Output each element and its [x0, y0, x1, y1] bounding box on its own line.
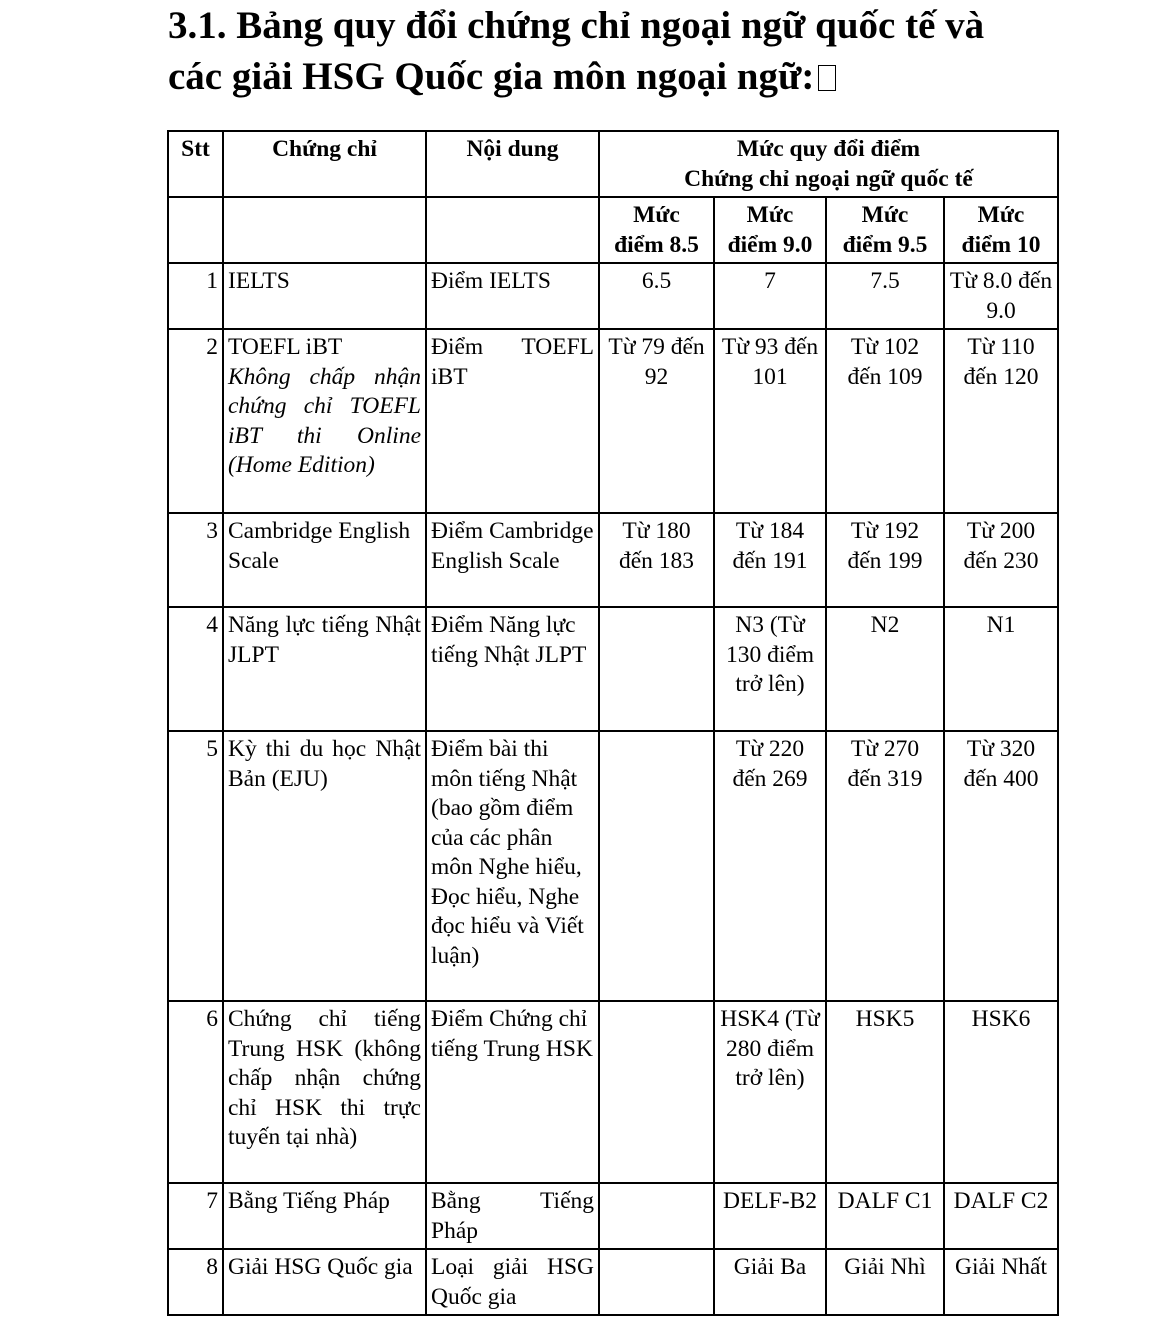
row-content: Điểm TOEFL iBT — [426, 329, 599, 513]
row-stt: 6 — [168, 1001, 223, 1183]
level-header — [599, 197, 714, 263]
level-header — [944, 197, 1058, 263]
level-label: Mức — [746, 202, 794, 228]
header-conversion-line-1: Mức quy đổi điểm — [736, 136, 921, 162]
score-cell: HSK5 — [826, 1001, 944, 1183]
row-content-text: Bằng Tiếng Pháp — [431, 1188, 594, 1244]
row-content: Điểm bài thi môn tiếng Nhật (bao gồm điểm của các phân môn Nghe hiểu, Đọc hiểu, Nghe đọc hiểu và Viết luận) — [426, 731, 599, 1001]
conversion-table — [167, 130, 1059, 1316]
score-cell: DALF C2 — [944, 1183, 1058, 1249]
score-cell: Từ 184 đến 191 — [714, 513, 826, 607]
table-row — [168, 513, 1058, 607]
score-cell: Từ 220 đến 269 — [714, 731, 826, 1001]
row-stt: 5 — [168, 731, 223, 1001]
score-cell: Giải Nhất — [944, 1249, 1058, 1315]
score-cell: HSK6 — [944, 1001, 1058, 1183]
row-stt: 1 — [168, 263, 223, 329]
row-stt: 4 — [168, 607, 223, 731]
score-cell-empty — [599, 1249, 714, 1315]
page-title — [168, 0, 1128, 102]
missing-glyph-box-icon — [818, 65, 836, 91]
score-cell: N2 — [826, 607, 944, 731]
header-row — [168, 131, 1058, 197]
level-header — [714, 197, 826, 263]
header-stt: Stt — [168, 131, 223, 197]
header-conversion-line-2: Chứng chỉ ngoại ngữ quốc tế — [684, 165, 973, 192]
score-cell: Từ 102 đến 109 — [826, 329, 944, 513]
empty-cell — [168, 197, 223, 263]
score-cell: Từ 270 đến 319 — [826, 731, 944, 1001]
score-cell: DALF C1 — [826, 1183, 944, 1249]
level-header — [826, 197, 944, 263]
row-stt: 3 — [168, 513, 223, 607]
row-certificate: Giải HSG Quốc gia — [223, 1249, 426, 1315]
score-cell-empty — [599, 1183, 714, 1249]
table-row — [168, 1183, 1058, 1249]
score-cell: DELF-B2 — [714, 1183, 826, 1249]
header-conversion — [599, 131, 1058, 197]
row-content: Điểm Chứng chỉ tiếng Trung HSK — [426, 1001, 599, 1183]
score-cell: Giải Nhì — [826, 1249, 944, 1315]
header-content: Nội dung — [426, 131, 599, 197]
certificate-note: Không chấp nhận chứng chỉ TOEFL iBT thi Online (Home Edition) — [228, 363, 421, 478]
row-certificate: Năng lực tiếng Nhật JLPT — [223, 607, 426, 731]
empty-cell — [426, 197, 599, 263]
score-cell: HSK4 (Từ 280 điểm trở lên) — [714, 1001, 826, 1183]
level-row — [168, 197, 1058, 263]
score-cell: N1 — [944, 607, 1058, 731]
title-line-1: 3.1. Bảng quy đổi chứng chỉ ngoại ngữ quốc tế và — [168, 4, 985, 47]
title-line-2: các giải HSG Quốc gia môn ngoại ngữ: — [168, 55, 815, 98]
row-content: Loại giải HSG Quốc gia — [426, 1249, 599, 1315]
row-content — [426, 1183, 599, 1249]
score-cell: Từ 8.0 đến 9.0 — [944, 263, 1058, 329]
row-certificate: IELTS — [223, 263, 426, 329]
row-stt: 7 — [168, 1183, 223, 1249]
row-content: Điểm Năng lực tiếng Nhật JLPT — [426, 607, 599, 731]
score-cell: Từ 320 đến 400 — [944, 731, 1058, 1001]
table-row — [168, 329, 1058, 513]
score-cell: Từ 200 đến 230 — [944, 513, 1058, 607]
level-value: điểm 9.0 — [727, 231, 813, 258]
table-row — [168, 263, 1058, 329]
row-certificate: Chứng chỉ tiếng Trung HSK (không chấp nhận chứng chỉ HSK thi trực tuyến tại nhà) — [223, 1001, 426, 1183]
table-row — [168, 1001, 1058, 1183]
score-cell: 7 — [714, 263, 826, 329]
level-label: Mức — [861, 202, 909, 228]
level-label: Mức — [633, 202, 680, 228]
table-row — [168, 1249, 1058, 1315]
table-row — [168, 607, 1058, 731]
score-cell: Từ 79 đến 92 — [599, 329, 714, 513]
score-cell: Từ 180 đến 183 — [599, 513, 714, 607]
level-label: Mức — [977, 202, 1025, 228]
score-cell: Từ 110 đến 120 — [944, 329, 1058, 513]
row-certificate: Kỳ thi du học Nhật Bản (EJU) — [223, 731, 426, 1001]
level-value: điểm 9.5 — [842, 231, 928, 258]
certificate-name: TOEFL iBT — [228, 334, 343, 360]
level-value: điểm 8.5 — [614, 231, 699, 258]
table-row — [168, 731, 1058, 1001]
score-cell: Từ 192 đến 199 — [826, 513, 944, 607]
row-stt: 8 — [168, 1249, 223, 1315]
row-content: Điểm Cambridge English Scale — [426, 513, 599, 607]
row-certificate — [223, 329, 426, 513]
row-content: Điểm IELTS — [426, 263, 599, 329]
row-stt: 2 — [168, 329, 223, 513]
score-cell-empty — [599, 607, 714, 731]
score-cell: Giải Ba — [714, 1249, 826, 1315]
score-cell: 6.5 — [599, 263, 714, 329]
level-value: điểm 10 — [961, 231, 1041, 258]
row-certificate: Cambridge English Scale — [223, 513, 426, 607]
score-cell: 7.5 — [826, 263, 944, 329]
score-cell-empty — [599, 1001, 714, 1183]
empty-cell — [223, 197, 426, 263]
header-certificate: Chứng chỉ — [223, 131, 426, 197]
score-cell: N3 (Từ 130 điểm trở lên) — [714, 607, 826, 731]
score-cell: Từ 93 đến 101 — [714, 329, 826, 513]
row-certificate: Bằng Tiếng Pháp — [223, 1183, 426, 1249]
score-cell-empty — [599, 731, 714, 1001]
